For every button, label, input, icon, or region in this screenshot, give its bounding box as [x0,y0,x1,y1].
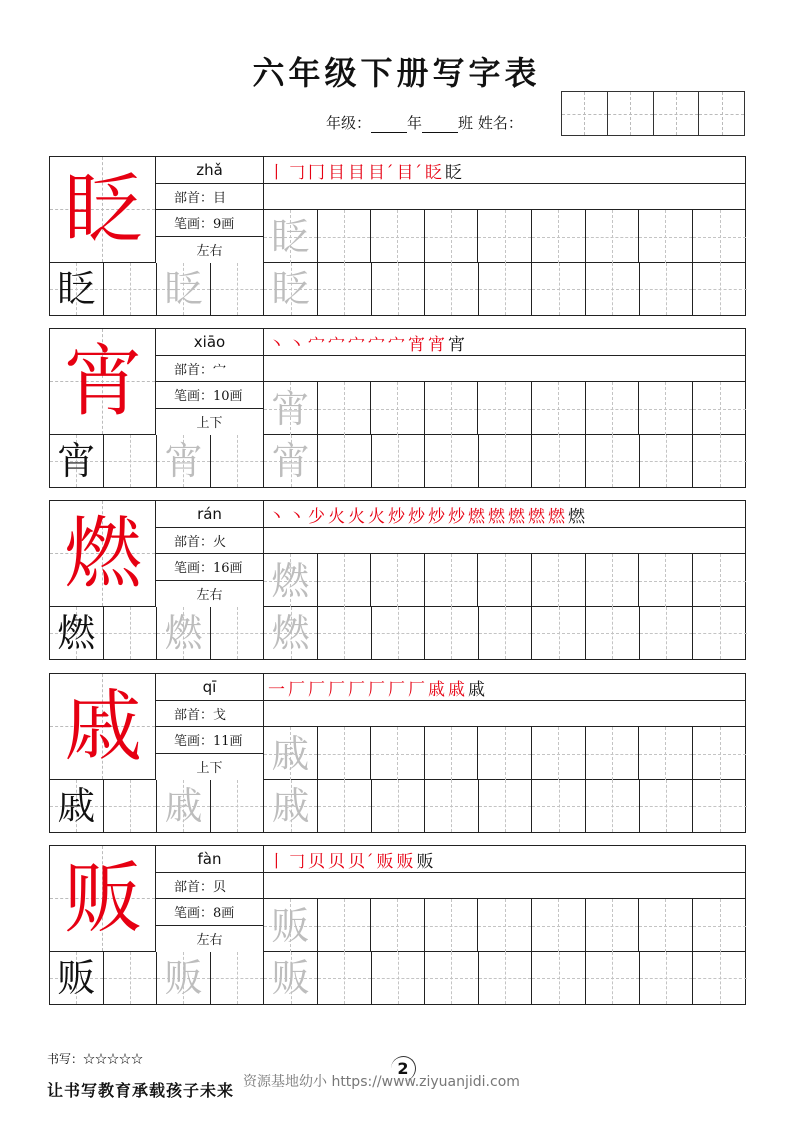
year-label: 年 [407,114,423,132]
stroke-order [264,501,745,528]
trace-char: 戚 [164,784,203,828]
practice-cell[interactable] [693,952,747,1004]
radical-row [156,184,263,211]
practice-cell[interactable] [264,952,318,1004]
practice-cell[interactable] [425,727,479,780]
big-char: 宵 [63,337,142,427]
practice-cell[interactable] [425,780,479,832]
big-char-box [50,674,156,780]
stroke-step: 眨 [425,162,442,183]
char-card [49,845,746,1005]
stroke-order [264,157,745,184]
big-char: 贩 [63,854,142,944]
trace-char: 贩 [271,956,310,1000]
practice-cell[interactable] [318,210,372,263]
blank-row[interactable] [264,184,745,210]
stroke-step: 戚 [468,679,485,700]
model-char: 戚 [57,784,96,828]
radical-label: 部首： [174,190,214,206]
stroke-count: 11画 [213,734,243,750]
practice-cell[interactable] [640,607,694,659]
practice-cell[interactable] [104,435,158,487]
practice-cell[interactable] [104,263,158,315]
stroke-step: 火 [328,506,345,527]
strokes-label: 笔画： [174,389,214,405]
stroke-step: 厂 [348,679,365,700]
practice-cell[interactable] [372,263,426,315]
practice-cell[interactable] [318,554,372,607]
pinyin: zhǎ [156,157,263,184]
practice-cell[interactable] [211,607,265,659]
practice-cell[interactable] [532,554,586,607]
practice-cell[interactable] [693,263,747,315]
big-char-box [50,329,156,435]
stroke-step: 炒 [448,506,465,527]
practice-cell[interactable] [318,435,372,487]
stroke-step: 冂 [308,162,325,183]
trace-char: 眨 [271,267,310,311]
practice-cell[interactable] [586,899,640,952]
name-label: 姓名： [477,114,523,132]
practice-cell[interactable] [479,607,533,659]
stroke-step: 炒 [408,506,425,527]
practice-grid-top [264,210,745,263]
model-char: 宵 [57,439,96,483]
stroke-step: 𠃌 [288,162,305,183]
radical-label: 部首： [174,879,214,895]
practice-cell[interactable] [478,554,532,607]
practice-cell[interactable] [640,435,694,487]
practice-cell[interactable] [318,263,372,315]
stroke-step: 目 [328,162,345,183]
char-card [49,673,746,833]
practice-cell[interactable] [211,780,265,832]
stroke-step: 火 [348,506,365,527]
radical-label: 部首： [174,362,214,378]
blank-row[interactable] [264,356,745,382]
practice-cell[interactable] [532,382,586,435]
strokes-row [156,382,263,409]
trace-char: 宵 [271,386,310,431]
practice-cell[interactable] [532,263,586,315]
practice-cell[interactable] [104,780,158,832]
practice-cell[interactable] [693,435,747,487]
stroke-count: 8画 [213,906,235,922]
practice-cell[interactable] [50,263,104,315]
practice-grid-top [264,899,745,952]
trace-char: 宵 [271,439,310,483]
trace-char: 戚 [271,731,310,776]
practice-cell[interactable] [532,607,586,659]
strokes-label: 笔画： [174,906,214,922]
stroke-step: 燃 [548,506,565,527]
trace-char: 眨 [271,214,310,259]
practice-grid-bottom [50,780,745,832]
stroke-step: 燃 [508,506,525,527]
grade-field[interactable] [371,118,407,133]
trace-char: 戚 [271,784,310,828]
stroke-step: 厂 [328,679,345,700]
pinyin: fàn [156,846,263,873]
practice-cell[interactable] [264,899,318,952]
practice-grid-bottom [50,263,745,315]
stroke-step: 厂 [288,679,305,700]
practice-cell[interactable] [318,899,372,952]
practice-cell[interactable] [425,899,479,952]
practice-cell[interactable] [693,899,747,952]
strokes-label: 笔画： [174,734,214,750]
stroke-order [264,329,745,356]
blank-row[interactable] [264,873,745,899]
stroke-step: 贩 [376,851,394,872]
practice-grid-bottom [50,607,745,659]
char-info [156,674,264,780]
practice-cell[interactable] [425,607,479,659]
practice-cell[interactable] [318,952,372,1004]
char-card [49,156,746,316]
trace-char: 贩 [164,956,203,1000]
practice-cell[interactable] [639,210,693,263]
structure: 左右 [196,588,223,604]
practice-cell[interactable] [693,780,747,832]
stroke-step: 火 [368,506,385,527]
practice-cell[interactable] [372,952,426,1004]
practice-cell[interactable] [425,435,479,487]
stroke-step: 丨 [268,162,285,183]
big-char-box [50,846,156,952]
watermark: 资源基地幼小 https://www.ziyuanjidi.com [243,1074,520,1090]
practice-cell[interactable] [425,263,479,315]
name-box[interactable] [561,91,745,136]
stroke-step: 少 [308,506,325,527]
stroke-order [264,674,745,701]
pinyin: rán [156,501,263,528]
practice-cell[interactable] [157,952,211,1004]
practice-cell[interactable] [586,210,640,263]
practice-cell[interactable] [639,899,693,952]
practice-cell[interactable] [479,435,533,487]
stroke-step: 宵 [448,334,465,355]
structure: 上下 [196,761,223,777]
practice-cell[interactable] [425,952,479,1004]
practice-cell[interactable] [478,899,532,952]
char-info [156,157,264,263]
practice-cell[interactable] [640,952,694,1004]
stroke-step: 宀 [328,334,345,355]
trace-char: 燃 [164,611,203,655]
stroke-step: 𠃌 [288,851,305,872]
practice-cell[interactable] [211,952,265,1004]
practice-cell[interactable] [371,210,425,263]
practice-grid-top [264,727,745,780]
stroke-step: 燃 [488,506,505,527]
radical-row [156,701,263,728]
practice-cell[interactable] [478,210,532,263]
practice-cell[interactable] [586,780,640,832]
big-char-box [50,157,156,263]
stroke-step: 目ˊ [368,162,394,183]
stroke-step: 贝ˊ [348,851,374,872]
pinyin: qī [156,674,263,701]
stroke-step: 眨 [445,162,462,183]
practice-cell[interactable] [211,263,265,315]
practice-grid-bottom [50,952,745,1004]
practice-cell[interactable] [479,780,533,832]
char-card [49,500,746,660]
practice-cell[interactable] [479,263,533,315]
structure: 左右 [196,933,223,949]
stroke-step: 丶 [288,334,305,355]
practice-grid-bottom [50,435,745,487]
practice-cell[interactable] [586,952,640,1004]
stroke-step: 炒 [428,506,445,527]
class-info-line [326,112,523,133]
radical: 贝 [213,879,227,895]
practice-cell[interactable] [104,952,158,1004]
page-title: 六年级下册写字表 [252,54,541,92]
blank-row[interactable] [264,528,745,554]
radical-row [156,528,263,555]
stroke-step: 目ˊ [396,162,422,183]
practice-cell[interactable] [264,554,318,607]
stroke-step: 宀 [308,334,325,355]
stroke-step: 燃 [468,506,485,527]
practice-cell[interactable] [693,607,747,659]
practice-cell[interactable] [586,554,640,607]
practice-cell[interactable] [264,263,318,315]
practice-cell[interactable] [639,554,693,607]
practice-cell[interactable] [50,607,104,659]
stroke-count: 10画 [213,389,243,405]
rating-line: 书写：☆☆☆☆☆ [47,1052,144,1066]
practice-cell[interactable] [318,607,372,659]
practice-cell[interactable] [693,382,747,435]
practice-cell[interactable] [372,435,426,487]
strokes-label: 笔画： [174,561,214,577]
trace-char: 燃 [271,611,310,655]
practice-cell[interactable] [425,554,479,607]
pinyin: xiāo [156,329,263,356]
practice-cell[interactable] [157,607,211,659]
radical-row [156,356,263,383]
practice-cell[interactable] [586,727,640,780]
stroke-step: 戚 [448,679,465,700]
radical: 火 [213,534,227,550]
practice-cell[interactable] [50,952,104,1004]
slogan: 让书写教育承载孩子未来 [47,1081,235,1100]
stroke-step: 丨 [268,851,285,872]
blank-row[interactable] [264,701,745,727]
practice-cell[interactable] [532,210,586,263]
practice-cell[interactable] [693,554,747,607]
practice-cell[interactable] [157,263,211,315]
stroke-step: 厂 [308,679,325,700]
stroke-step: 宀 [368,334,385,355]
practice-cell[interactable] [318,727,372,780]
stroke-step: 丶 [268,506,285,527]
stroke-step: 贝 [328,851,345,872]
char-info [156,329,264,435]
practice-grid-top [264,554,745,607]
practice-cell[interactable] [264,382,318,435]
practice-cell[interactable] [157,780,211,832]
stroke-step: 燃 [528,506,545,527]
practice-cell[interactable] [478,382,532,435]
stroke-step: 宵 [428,334,445,355]
trace-char: 眨 [164,267,203,311]
practice-cell[interactable] [586,382,640,435]
practice-cell[interactable] [639,727,693,780]
practice-cell[interactable] [318,382,372,435]
practice-cell[interactable] [371,899,425,952]
stroke-step: 厂 [388,679,405,700]
practice-cell[interactable] [532,727,586,780]
class-label: 班 [458,114,474,132]
practice-cell[interactable] [318,780,372,832]
strokes-row [156,899,263,926]
structure: 左右 [196,244,223,260]
practice-cell[interactable] [532,952,586,1004]
grade-label: 年级： [326,114,372,132]
practice-cell[interactable] [371,554,425,607]
trace-char: 宵 [164,439,203,483]
stroke-step: 贩 [416,851,434,872]
practice-cell[interactable] [479,952,533,1004]
stroke-step: 厂 [368,679,385,700]
practice-cell[interactable] [372,780,426,832]
practice-cell[interactable] [532,780,586,832]
practice-cell[interactable] [157,435,211,487]
practice-cell[interactable] [425,382,479,435]
practice-cell[interactable] [264,727,318,780]
stroke-step: 燃 [568,506,585,527]
trace-char: 燃 [271,558,310,603]
practice-cell[interactable] [50,435,104,487]
strokes-row [156,210,263,237]
stroke-step: 丶 [288,506,305,527]
big-char-box [50,501,156,607]
page-number: 2 [391,1056,416,1081]
practice-cell[interactable] [639,382,693,435]
practice-grid-top [264,382,745,435]
practice-cell[interactable] [586,435,640,487]
practice-cell[interactable] [640,780,694,832]
practice-cell[interactable] [586,263,640,315]
big-char: 戚 [63,682,142,772]
stroke-order [264,846,745,873]
stroke-step: 厂 [408,679,425,700]
practice-cell[interactable] [532,899,586,952]
radical-label: 部首： [174,707,214,723]
model-char: 贩 [57,956,96,1000]
practice-cell[interactable] [693,210,747,263]
char-info [156,501,264,607]
big-char: 燃 [63,509,142,599]
trace-char: 贩 [271,903,310,948]
radical: 目 [213,190,227,206]
stroke-step: 宀 [348,334,365,355]
practice-cell[interactable] [425,210,479,263]
radical-label: 部首： [174,534,214,550]
radical: 宀 [213,362,227,378]
stroke-step: 目 [348,162,365,183]
practice-cell[interactable] [264,780,318,832]
practice-cell[interactable] [640,263,694,315]
stroke-count: 9画 [213,217,235,233]
radical: 戈 [213,707,227,723]
stroke-step: 一 [268,679,285,700]
practice-cell[interactable] [372,607,426,659]
practice-cell[interactable] [693,727,747,780]
structure: 上下 [196,416,223,432]
stroke-step: 贩 [396,851,414,872]
practice-cell[interactable] [478,727,532,780]
strokes-label: 笔画： [174,217,214,233]
strokes-row [156,554,263,581]
radical-row [156,873,263,900]
big-char: 眨 [63,165,142,255]
strokes-row [156,727,263,754]
stroke-step: 丶 [268,334,285,355]
char-info [156,846,264,952]
char-card [49,328,746,488]
stroke-step: 宵 [408,334,425,355]
practice-cell[interactable] [50,780,104,832]
practice-cell[interactable] [264,210,318,263]
practice-cell[interactable] [371,727,425,780]
practice-cell[interactable] [586,607,640,659]
practice-cell[interactable] [532,435,586,487]
stroke-step: 贝 [308,851,325,872]
practice-cell[interactable] [371,382,425,435]
stroke-step: 宀 [388,334,405,355]
practice-cell[interactable] [104,607,158,659]
model-char: 眨 [57,267,96,311]
practice-cell[interactable] [264,607,318,659]
stroke-step: 戚 [428,679,445,700]
practice-cell[interactable] [211,435,265,487]
stroke-count: 16画 [213,561,243,577]
stroke-step: 炒 [388,506,405,527]
class-field[interactable] [422,118,458,133]
practice-cell[interactable] [264,435,318,487]
model-char: 燃 [57,611,96,655]
